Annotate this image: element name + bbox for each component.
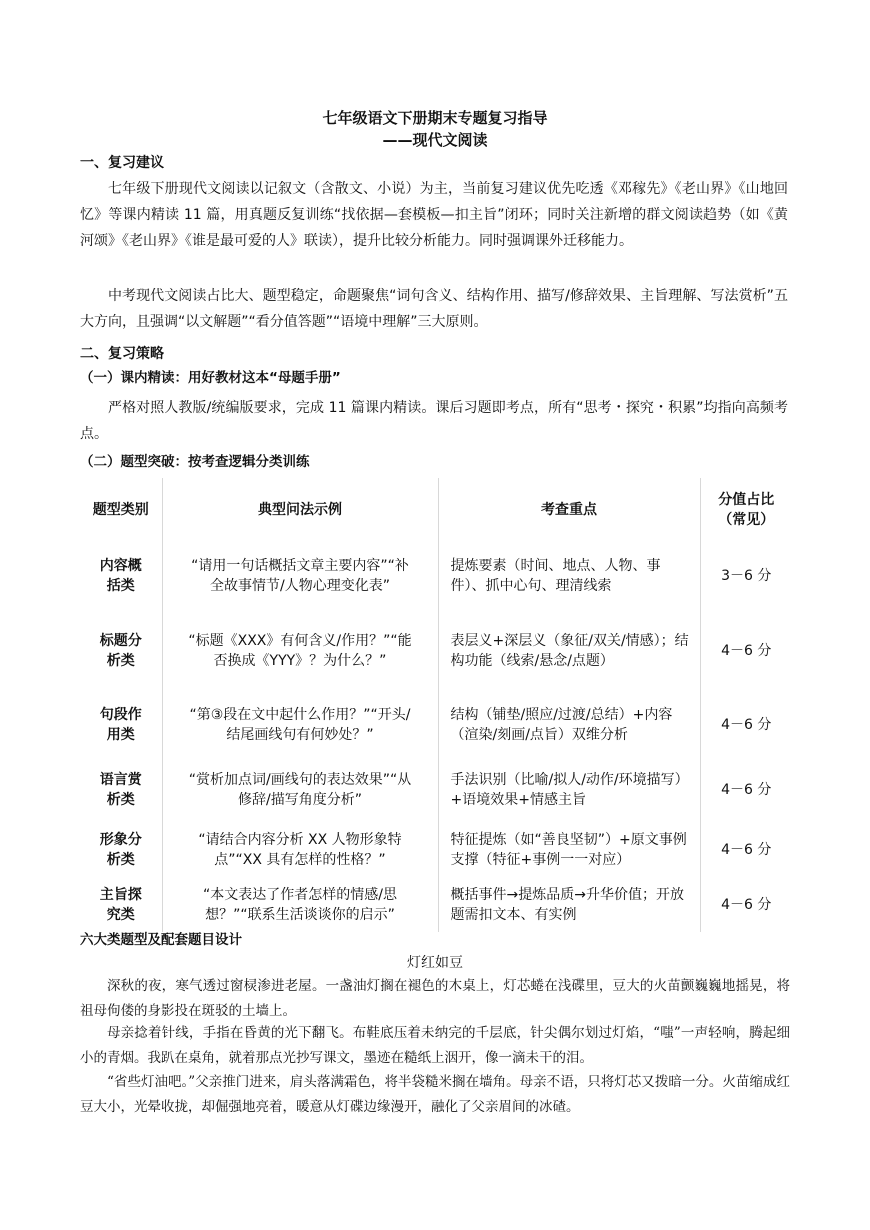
- table-header-category: 题型类别: [92, 502, 149, 518]
- row-score: 4－6 分: [700, 758, 792, 822]
- row-category: 句段作用类: [99, 707, 142, 743]
- row-score: 4－6 分: [700, 822, 792, 878]
- row-category: 标题分析类: [99, 633, 142, 669]
- row-focus: 概括事件→提炼品质→升华价值；开放题需扣文本、有实例: [438, 878, 700, 932]
- table-header-row: [80, 478, 792, 542]
- story-title: 灯红如豆: [407, 955, 463, 971]
- paragraph-suggestions-1: 七年级下册现代文阅读以记叙文（含散文、小说）为主，当前复习建议优先吃透《邓稼先》《老山界》《山地回忆》等课内精读 11 篇，用真题反复训练“找依据—套模板—扣主旨”闭环；同时关注新增的群文阅读趋势（如《黄河颂》《老山界》《谁是最可爱的人》联读），提升比较分析能力。同时强调课外迁移能力。: [80, 181, 788, 249]
- row-example: “本文表达了作者怎样的情感/思想？”“联系生活谈谈你的启示”: [162, 878, 438, 932]
- table-row: [80, 758, 792, 822]
- story-paragraph-2: 母亲捻着针线，手指在昏黄的光下翻飞。布鞋底压着未纳完的千层底，针尖偶尔划过灯焰，“嗤”一声轻响，腾起细小的青烟。我趴在桌角，就着那点光抄写课文，墨迹在糙纸上洇开，像一滴未干的泪。: [80, 1025, 790, 1066]
- row-example: “标题《XXX》有何含义/作用？”“能否换成《YYY》？为什么？”: [162, 610, 438, 692]
- row-example: “请结合内容分析 XX 人物形象特点”“XX 具有怎样的性格？”: [162, 822, 438, 878]
- question-type-table: [80, 478, 792, 932]
- subsection-heading-question-types: （二）题型突破：按考查逻辑分类训练: [80, 454, 310, 470]
- table-row: [80, 692, 792, 758]
- section-heading-suggestions: 一、复习建议: [80, 155, 164, 171]
- row-focus: 手法识别（比喻/拟人/动作/环境描写）+语境效果+情感主旨: [438, 758, 700, 822]
- row-focus: 表层义+深层义（象征/双关/情感）；结构功能（线索/悬念/点题）: [438, 610, 700, 692]
- story-paragraph-3: “省些灯油吧。”父亲推门进来，肩头落满霜色，将半袋糙米搁在墙角。母亲不语，只将灯芯又拨暗一分。火苗缩成红豆大小，光晕收拢，却倔强地亮着，暖意从灯碟边缘漫开，融化了父亲眉间的冰碴。: [80, 1074, 790, 1115]
- paragraph-suggestions-2: 中考现代文阅读占比大、题型稳定，命题聚焦“词句含义、结构作用、描写/修辞效果、主旨理解、写法赏析”五大方向，且强调“以文解题”“看分值答题”“语境中理解”三大原则。: [80, 288, 788, 330]
- row-focus: 提炼要素（时间、地点、人物、事件）、抓中心句、理清线索: [438, 542, 700, 610]
- row-example: “赏析加点词/画线句的表达效果”“从修辞/描写角度分析”: [162, 758, 438, 822]
- table-header-focus: 考查重点: [438, 478, 700, 542]
- row-example: “请用一句话概括文章主要内容”“补全故事情节/人物心理变化表”: [162, 542, 438, 610]
- table-row: [80, 542, 792, 610]
- paragraph-textbook: 严格对照人教版/统编版要求，完成 11 篇课内精读。课后习题即考点，所有“思考・探究・积累”均指向高频考点。: [80, 400, 788, 442]
- story-paragraph-1: 深秋的夜，寒气透过窗棂渗进老屋。一盏油灯搁在褪色的木桌上，灯芯蜷在浅碟里，豆大的火苗颤巍巍地摇晃，将祖母佝偻的身影投在斑驳的土墙上。: [80, 978, 790, 1019]
- table-row: [80, 878, 792, 932]
- section-heading-strategy: 二、复习策略: [80, 346, 164, 362]
- row-category: 形象分析类: [99, 832, 142, 868]
- row-category: 语言赏析类: [99, 772, 142, 808]
- table-row: [80, 822, 792, 878]
- row-score: 3－6 分: [700, 542, 792, 610]
- document-title: 七年级语文下册期末专题复习指导: [322, 109, 548, 127]
- row-category: 主旨探究类: [99, 887, 142, 923]
- table-header-score: 分值占比（常见）: [700, 478, 792, 542]
- subsection-heading-textbook: （一）课内精读：用好教材这本“母题手册”: [80, 370, 341, 386]
- row-focus: 特征提炼（如“善良坚韧”）+原文事例支撑（特征+事例一一对应）: [438, 822, 700, 878]
- row-focus: 结构（铺垫/照应/过渡/总结）+内容（渲染/刻画/点旨）双维分析: [438, 692, 700, 758]
- row-score: 4－6 分: [700, 692, 792, 758]
- row-example: “第③段在文中起什么作用？”“开头/结尾画线句有何妙处？”: [162, 692, 438, 758]
- row-category: 内容概括类: [99, 558, 142, 594]
- table-header-example: 典型问法示例: [162, 478, 438, 542]
- section-heading-six-types: 六大类题型及配套题目设计: [80, 932, 242, 948]
- table-row: [80, 610, 792, 692]
- row-score: 4－6 分: [700, 878, 792, 932]
- document-subtitle: ——现代文阅读: [382, 131, 488, 149]
- row-score: 4－6 分: [700, 610, 792, 692]
